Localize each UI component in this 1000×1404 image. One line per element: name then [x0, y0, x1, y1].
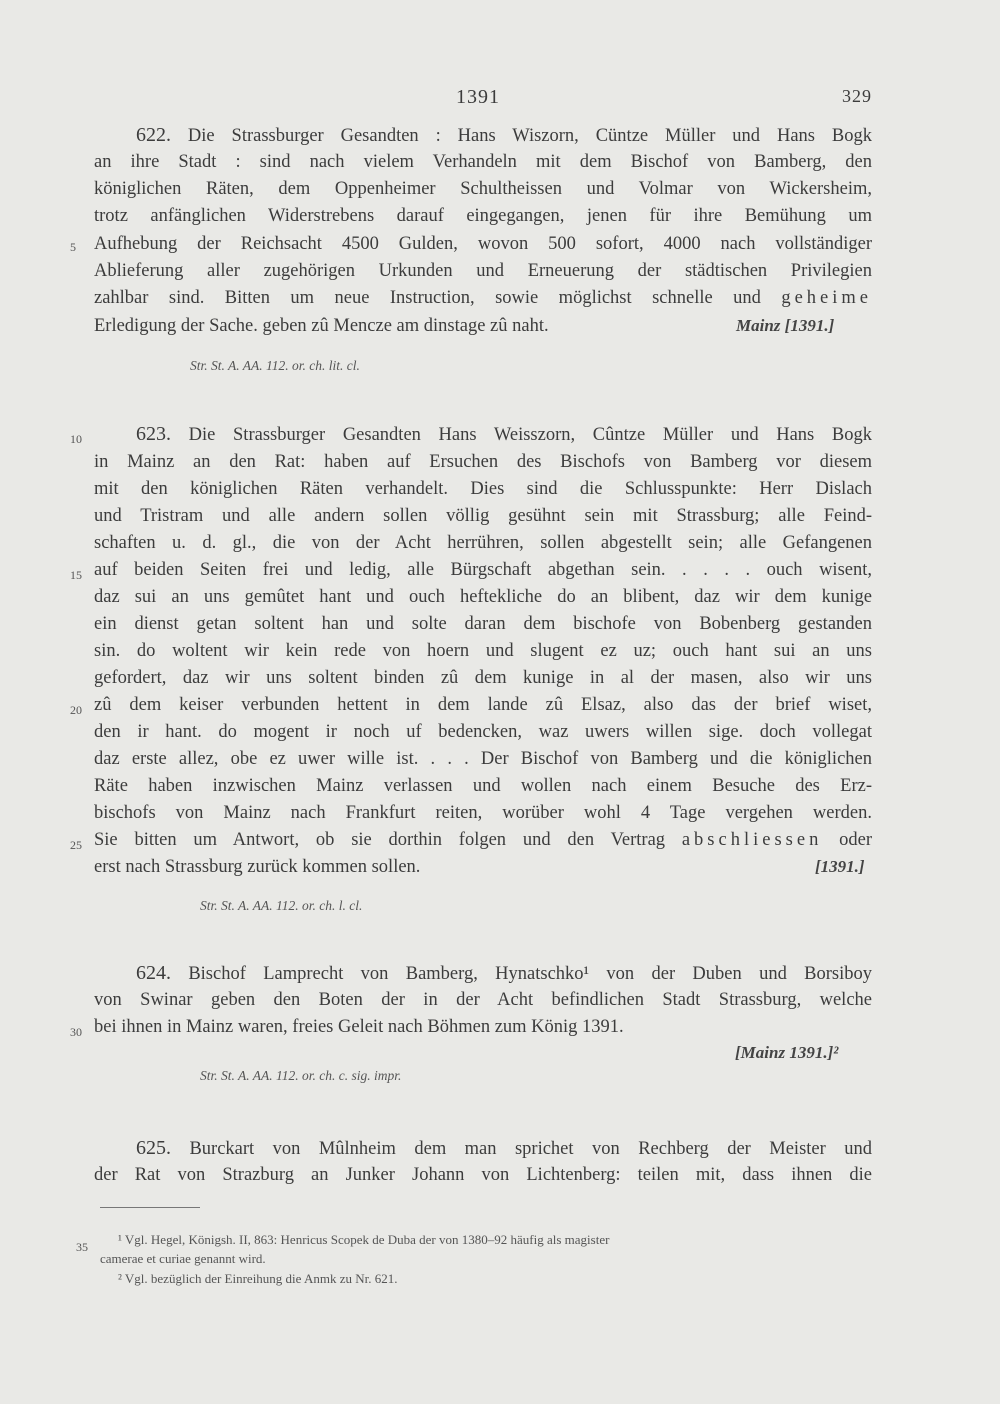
doc622-line-2: an ihre Stadt : sind nach vielem Verhandeln mit dem Bischof von Bamberg, den: [94, 152, 872, 172]
doc624-number: 624.: [136, 962, 171, 984]
doc623-line-2: in Mainz an den Rat: haben auf Ersuchen des Bischofs von Bamberg vor diesem: [94, 452, 872, 472]
doc624-line-3: bei ihnen in Mainz waren, freies Geleit nach Böhmen zum König 1391.: [94, 1017, 624, 1037]
doc623-line-12: den ir hant. do mogent ir noch uf bedencken, waz uwers willen sige. doch vollegat: [94, 722, 872, 742]
line-number-15: 15: [70, 568, 82, 582]
footnote-1-line-2: camerae et curiae genannt wird.: [100, 1251, 266, 1266]
doc623-line-3: mit den königlichen Räten verhandelt. Dies sind die Schlusspunkte: Herr Dislach: [94, 479, 872, 499]
doc623-date: [1391.]: [815, 857, 865, 876]
doc622-source: Str. St. A. AA. 112. or. ch. lit. cl.: [190, 358, 360, 373]
doc623-line-17: erst nach Strassburg zurück kommen sollen.: [94, 857, 421, 877]
doc623-line-4: und Tristram und alle andern sollen völlig gesühnt sein mit Strassburg; alle Feind-: [94, 506, 872, 526]
doc623-line-6: auf beiden Seiten frei und ledig, alle Bürgschaft abgethan sein. . . . . ouch wisent,: [94, 560, 872, 580]
line-number-20: 20: [70, 703, 82, 717]
doc623-line-11: zû dem keiser verbunden hettent in dem lande zû Elsaz, also das der brief wiset,: [94, 695, 872, 715]
doc623-line-16: Sie bitten um Antwort, ob sie dorthin folgen und den Vertrag abschliessen oder: [94, 830, 873, 850]
doc625-line-2: der Rat von Strazburg an Junker Johann von Lichtenberg: teilen mit, dass ihnen die: [94, 1165, 872, 1185]
line-number-30: 30: [70, 1025, 82, 1039]
doc623-line-8: ein dienst getan soltent han und solte daran dem bischofe von Bobenberg gestanden: [94, 614, 872, 634]
spaced-emphasis: geheime: [781, 288, 872, 308]
line-number-25: 25: [70, 838, 82, 852]
doc622-line-7: zahlbar sind. Bitten um neue Instruction, sowie möglichst schnelle und geheime: [94, 288, 872, 308]
doc624-line-2: von Swinar geben den Boten der in der Acht befindlichen Stadt Strassburg, welche: [94, 990, 872, 1010]
doc622-number: 622.: [136, 124, 171, 146]
doc623-line-1: 623. Die Strassburger Gesandten Hans Weisszorn, Cûntze Müller und Hans Bogk: [136, 423, 872, 445]
page-number: 329: [842, 86, 872, 106]
doc625-number: 625.: [136, 1137, 171, 1159]
doc623-line-5: schaften u. d. gl., die von der Acht herrühren, sollen abgestellt sein; alle Gefangenen: [94, 533, 872, 553]
line-number-10: 10: [70, 432, 82, 446]
doc623-line-10: gefordert, daz wir uns soltent binden zû dem kunige in al der masen, also wir uns: [94, 668, 872, 688]
footnote-2: ² Vgl. bezüglich der Einreihung die Anmk zu Nr. 621.: [118, 1271, 398, 1286]
footnote-1-line-1: ¹ Vgl. Hegel, Königsh. II, 863: Henricus Scopek de Duba der von 1380–92 häufig als magister: [118, 1232, 610, 1247]
doc624-date: [Mainz 1391.]²: [735, 1043, 839, 1062]
doc624-source: Str. St. A. AA. 112. or. ch. c. sig. impr.: [200, 1068, 402, 1083]
doc622-line-1: 622. Die Strassburger Gesandten : Hans Wiszorn, Cüntze Müller und Hans Bogk: [136, 124, 872, 146]
doc622-line-3: königlichen Räten, dem Oppenheimer Schultheissen und Volmar von Wickersheim,: [94, 179, 872, 199]
line-number-5: 5: [70, 240, 76, 254]
line-number-35: 35: [76, 1240, 88, 1254]
doc623-line-14: Räte haben inzwischen Mainz verlassen und wollen nach einem Besuche des Erz-: [94, 776, 872, 796]
doc622-line-8: Erledigung der Sache. geben zû Mencze am dinstage zû naht.: [94, 316, 549, 336]
doc623-source: Str. St. A. AA. 112. or. ch. l. cl.: [200, 898, 363, 913]
doc622-line-4: trotz anfänglichen Widerstrebens darauf eingegangen, jenen für ihre Bemühung um: [94, 206, 872, 226]
doc625-line-1: 625. Burckart von Mûlnheim dem man sprichet von Rechberg der Meister und: [136, 1137, 872, 1159]
doc622-line-6: Ablieferung aller zugehörigen Urkunden und Erneuerung der städtischen Privilegien: [94, 261, 872, 281]
doc623-number: 623.: [136, 423, 171, 445]
doc624-line-1: 624. Bischof Lamprecht von Bamberg, Hynatschko¹ von der Duben und Borsiboy: [136, 962, 872, 984]
doc623-line-7: daz sui an uns gemûtet hant und ouch heftekliche do an blibent, daz wir dem kunige: [94, 587, 872, 607]
footnote-rule: [100, 1207, 200, 1208]
running-header-year: 1391: [456, 86, 500, 108]
doc622-line-5: Aufhebung der Reichsacht 4500 Gulden, wovon 500 sofort, 4000 nach vollständiger: [94, 234, 872, 254]
doc623-line-13: daz erste allez, obe ez uwer wille ist. . . . Der Bischof von Bamberg und die königlichen: [94, 749, 872, 769]
doc622-date: Mainz [1391.]: [736, 316, 835, 335]
doc623-line-15: bischofs von Mainz nach Frankfurt reiten, worüber wohl 4 Tage vergehen werden.: [94, 803, 872, 823]
doc623-line-9: sin. do woltent wir kein rede von hoern und slugent ez uz; ouch hant sui an uns: [94, 641, 872, 661]
spaced-emphasis: abschliessen: [681, 830, 823, 850]
